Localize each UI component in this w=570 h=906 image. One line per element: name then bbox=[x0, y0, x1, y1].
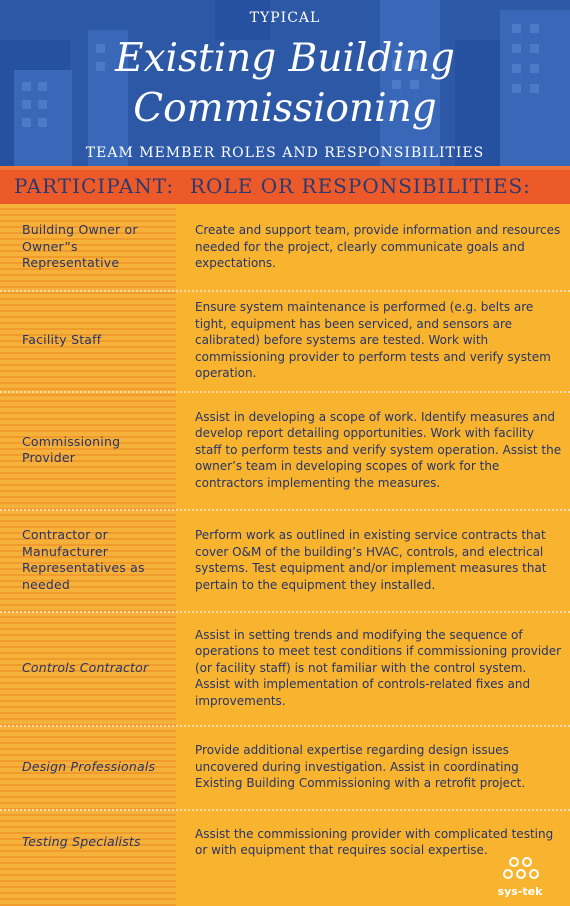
page-title-line1: Existing Building bbox=[115, 36, 455, 81]
logo-ring-icon bbox=[529, 869, 539, 879]
participant-commissioning-provider: Commissioning Provider bbox=[22, 433, 121, 465]
column-header-band bbox=[0, 166, 570, 170]
logo-ring-icon bbox=[522, 857, 532, 867]
logo-ring-icon bbox=[503, 869, 513, 879]
participant-facility-staff: Facility Staff bbox=[22, 332, 102, 348]
role-testing-specialists: Assist the commissioning provider with complicated testing or with equipment that requires social expertise. bbox=[195, 826, 554, 857]
role-design-professionals: Provide additional expertise regarding design issues uncovered during investigation. Assist in coordinating Existing Building Commissioning with a retrofit project. bbox=[195, 743, 526, 791]
column-header-bar bbox=[0, 166, 570, 204]
participant-contractor: Contractor or Manufacturer Representatives as needed bbox=[22, 527, 145, 592]
participant-controls-contractor: Controls Contractor bbox=[22, 659, 149, 675]
column-header-role: ROLE OR RESPONSIBILITIES: bbox=[190, 174, 531, 198]
role-contractor: Perform work as outlined in existing service contracts that cover O&M of the building’s HVAC, controls, and electrical systems. Test equipment and/or implement measures that pertain to the equipment they installed. bbox=[195, 528, 547, 592]
logo-ring-icon bbox=[509, 857, 519, 867]
participant-building-owner: Building Owner or Owner”s Representative bbox=[22, 222, 138, 271]
column-header-participant: PARTICIPANT: bbox=[14, 174, 175, 198]
roles-table bbox=[0, 204, 570, 906]
role-commissioning-provider: Assist in developing a scope of work. Identify measures and develop report detailing opportunities. Work with facility staff to perform tests and verify system operation. Assist the owner’s team in developing scopes of work for the contractors implementing the measures. bbox=[195, 409, 562, 490]
logo-text: sys-tek bbox=[497, 885, 543, 898]
role-facility-staff: Ensure system maintenance is performed (e.g. belts are tight, equipment has been serviced, and sensors are calibrated) before systems are tested. Work with commissioning provider to perform tests and verify system operation. bbox=[195, 300, 551, 381]
page-title-line2: Commissioning bbox=[133, 86, 437, 131]
header-banner bbox=[0, 0, 570, 166]
page-subtitle: TEAM MEMBER ROLES AND RESPONSIBILITIES bbox=[85, 145, 485, 161]
role-controls-contractor: Assist in setting trends and modifying the sequence of operations to meet test conditions if commissioning provider (or facility staff) is not familiar with the control system. Assist with implementation of controls-related fixes and improvements. bbox=[195, 627, 562, 708]
systek-logo bbox=[489, 855, 551, 901]
logo-ring-icon bbox=[516, 869, 526, 879]
header-typical: TYPICAL bbox=[249, 10, 321, 26]
participant-design-professionals: Design Professionals bbox=[22, 758, 156, 774]
role-building-owner: Create and support team, provide information and resources needed for the project, clearly communicate goals and expectations. bbox=[195, 223, 561, 271]
participant-testing-specialists: Testing Specialists bbox=[22, 833, 141, 849]
